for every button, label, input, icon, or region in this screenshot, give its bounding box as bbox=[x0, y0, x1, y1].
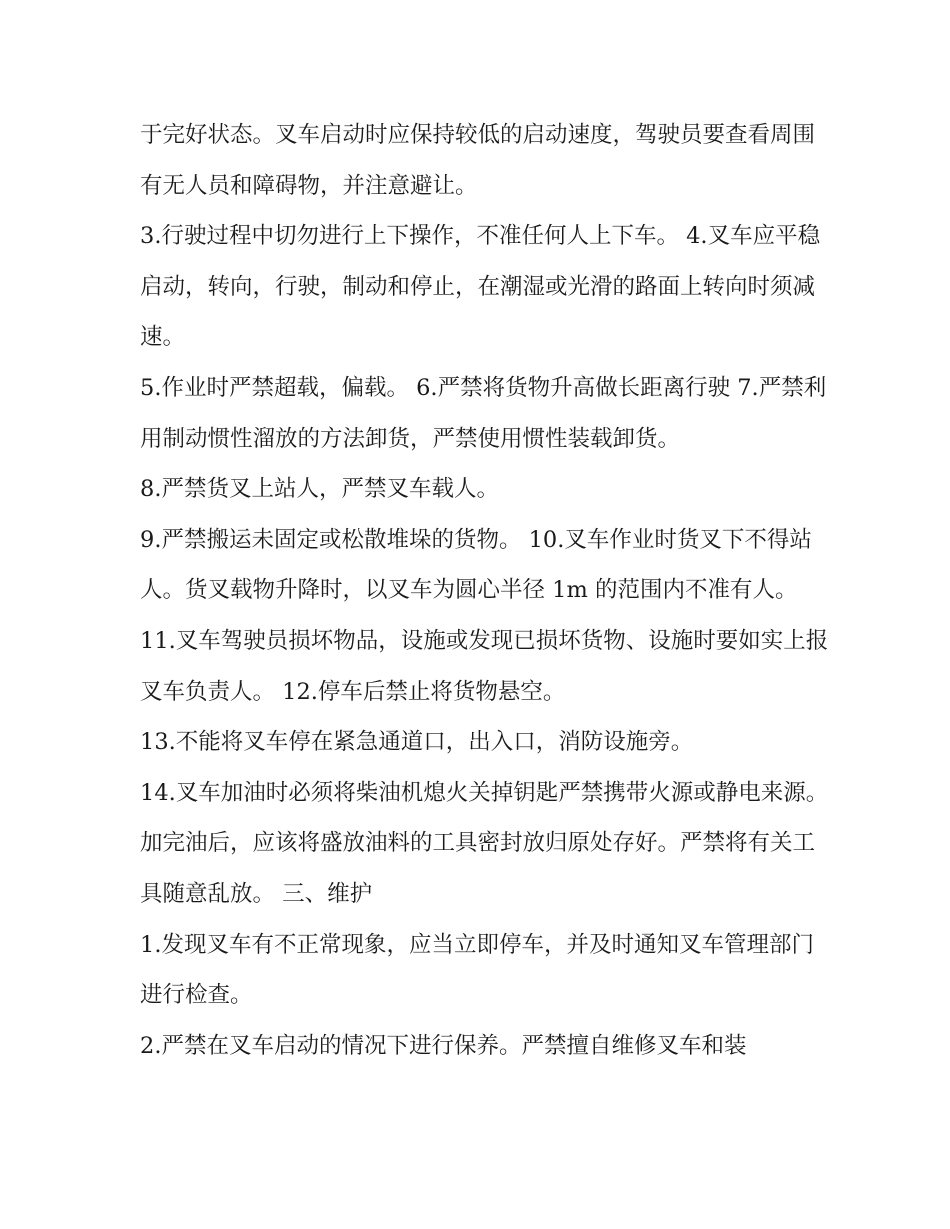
body-text bbox=[140, 110, 830, 1071]
paragraph: 9.严禁搬运未固定或松散堆垛的货物。 10.叉车作业时货叉下不得站人。货叉载物升降时，以叉车为圆心半径 1m 的范围内不准有人。 bbox=[140, 526, 812, 604]
paragraph: 于完好状态。叉车启动时应保持较低的启动速度，驾驶员要查看周围有无人员和障碍物，并注意避让。 bbox=[140, 122, 816, 199]
paragraph: 5.作业时严禁超载，偏载。 6.严禁将货物升高做长距离行驶 7.严禁利用制动惯性溜放的方法卸货，严禁使用惯性装载卸货。 bbox=[140, 374, 827, 452]
paragraph: 13.不能将叉车停在紧急通道口，出入口，消防设施旁。 bbox=[140, 729, 694, 756]
paragraph: 3.行驶过程中切勿进行上下操作，不准任何人上下车。 4.叉车应平稳启动，转向，行驶，制动和停止，在潮湿或光滑的路面上转向时须减速。 bbox=[140, 223, 821, 351]
paragraph: 8.严禁货叉上站人，严禁叉车载人。 bbox=[140, 476, 499, 503]
paragraph: 14.叉车加油时必须将柴油机熄火关掉钥匙严禁携带火源或静电来源。加完油后，应该将盛放油料的工具密封放归原处存好。严禁将有关工具随意乱放。 三、维护 bbox=[140, 779, 829, 907]
paragraph: 2.严禁在叉车启动的情况下进行保养。严禁擅自维修叉车和装 bbox=[140, 1032, 747, 1059]
paragraph: 1.发现叉车有不正常现象，应当立即停车，并及时通知叉车管理部门进行检查。 bbox=[140, 931, 814, 1009]
paragraph: 11.叉车驾驶员损坏物品，设施或发现已损坏货物、设施时要如实上报叉车负责人。 12.停车后禁止将货物悬空。 bbox=[140, 627, 829, 705]
